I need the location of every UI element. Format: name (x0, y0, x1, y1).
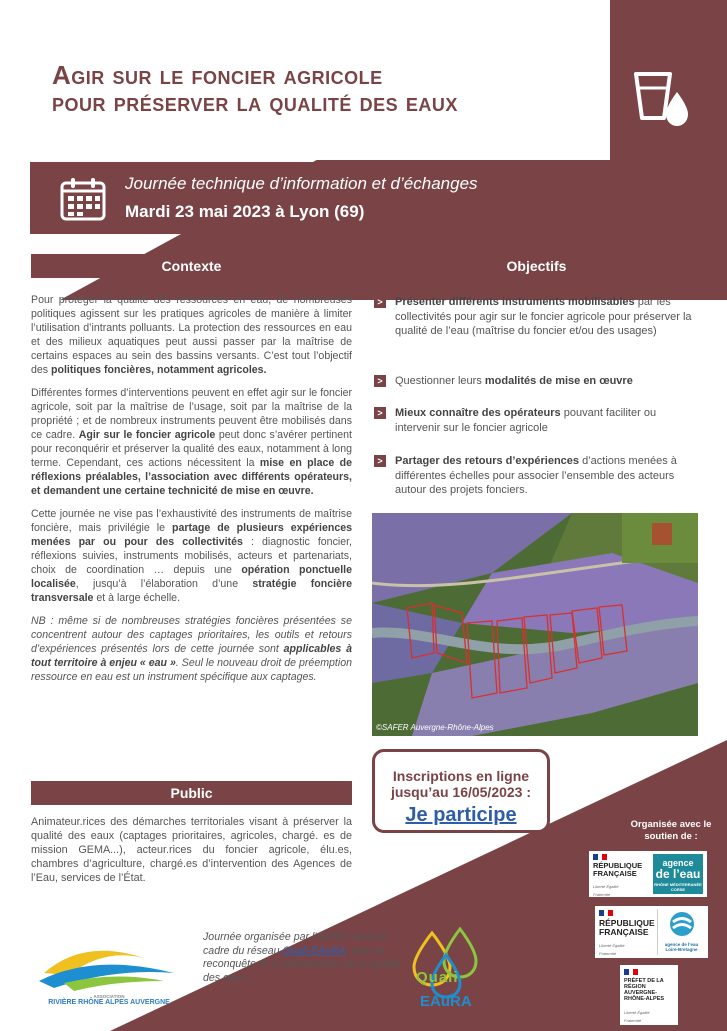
logo-rf-agence-rmc (589, 851, 707, 897)
contexte-nb: NB : même si de nombreuses stratégies foncières présentées se concentrent autour des captages prioritaires, les outils et retours d’expériences présentés lors de cette journée sont applicables à tout territoire à enjeu « eau ». Seul le nouveau droit de préemption ressource en eau est un instrument spécifique aux captages. (31, 615, 353, 683)
registration-line-1: Inscriptions en ligne (392, 768, 530, 784)
arrow-icon: > (374, 375, 386, 387)
objectifs-heading: Objectifs (374, 254, 699, 278)
contexte-text (31, 293, 352, 693)
rf-label: RÉPUBLIQUE FRANÇAISE (599, 918, 655, 937)
registration-line-2: jusqu’au 16/05/2023 : (390, 784, 532, 800)
arrow-icon: > (374, 296, 386, 308)
eaura-text: EAuRA (420, 993, 472, 1010)
quali-eaura-link[interactable]: Quali-EAuRA (282, 944, 346, 957)
logo-rf-agence-lb (595, 906, 708, 958)
objectif-item: > Mieux connaître des opérateurs pouvant faciliter ou intervenir sur le foncier agricole (374, 406, 698, 435)
prefet-label: PRÉFET DE LA RÉGION AUVERGNE-RHÔNE-ALPES (624, 978, 665, 1002)
agence-eau-lb-logo: agence de l’eau Loire-Bretagne (657, 909, 705, 955)
public-text: Animateur.rices des démarches territoriales visant à préserver la qualité des eaux (captages prioritaires, agricoles, chargé. es de mission GEMA...), acteur.rices du foncier agricole, élu.es, chambres d’agriculture, chargé.es d’intervention des Agences de l’Eau, services de l’État. (31, 816, 352, 884)
public-heading: Public (31, 781, 352, 805)
calendar-icon (58, 175, 108, 223)
page-title (52, 62, 612, 116)
rf-motto: Liberté Égalité Fraternité (593, 884, 619, 897)
title-line-2: pour préserver la qualité des eaux (52, 87, 458, 117)
photo-credit: ©SAFER Auvergne-Rhône-Alpes (376, 723, 494, 732)
registration-box (372, 749, 550, 833)
aerial-photo (372, 513, 698, 736)
association-name: ASSOCIATION RIVIÈRE RHÔNE ALPES AUVERGNE (48, 994, 170, 1006)
objectif-item: > Partager des retours d’expériences d’actions menées à différentes échelles pour associer l’ensemble des acteurs autour des projets fonciers. (374, 454, 698, 498)
quali-eaura-logo (404, 925, 494, 1020)
french-flag-icon (624, 969, 638, 975)
rf-motto: Liberté Égalité Fraternité (624, 1010, 650, 1023)
event-date: Mardi 23 mai 2023 à Lyon (69) (125, 202, 365, 221)
quali-text: Quali (416, 969, 459, 986)
contexte-paragraph-1: Pour protéger la qualité des ressources en eau, de nombreuses politiques agissent sur les pratiques agricoles de manière à limiter l’utilisation d’intrants polluants. La protection des ressources en eau et des milieux aquatiques peut aussi passer par la maîtrise de certains espaces au sein des bassins versants. C’est tout l’objectif des politiques foncières, notamment agricoles. (31, 294, 352, 376)
event-subtitle: Journée technique d’information et d’échanges (125, 174, 478, 193)
contexte-heading: Contexte (31, 254, 352, 278)
organisers-label: Organisée avec le soutien de : (630, 819, 712, 842)
rf-motto: Liberté Égalité Fraternité (599, 943, 625, 956)
footer-text: Journée organisée par l’ARRA² dans le cadre du réseau Quali-EAuRA, pour la reconquête et la préservation de la qualité des eaux. (203, 931, 401, 984)
objectif-item: > Présenter différents instruments mobilisables par les collectivités pour agir sur le foncier agricole pour préserver la qualité de l’eau (maîtrise du foncier et/ou des usages) (374, 295, 698, 339)
french-flag-icon (593, 854, 607, 860)
title-line-1: Agir sur le foncier agricole (52, 60, 383, 90)
rf-label: RÉPUBLIQUE FRANÇAISE (593, 861, 643, 878)
arrow-icon: > (374, 407, 386, 419)
logo-prefet (620, 965, 678, 1025)
event-banner (30, 162, 670, 234)
arrow-icon: > (374, 455, 386, 467)
water-glass-drop-icon (614, 44, 704, 140)
participate-link[interactable]: Je participe (405, 804, 517, 826)
french-flag-icon (599, 910, 613, 916)
objectif-item: > Questionner leurs modalités de mise en œuvre (374, 374, 698, 389)
contexte-paragraph-3: Cette journée ne vise pas l’exhaustivité des instruments de maîtrise foncière, mais privilégie le partage de plusieurs expériences menées par ou pour des collectivités : diagnostic foncier, réflexions suivies, instruments mobilisés, acteurs et partenariats, choix de coordination … depuis une opération ponctuelle localisée, jusqu’à l’élaboration d’une stratégie foncière transversale et à large échelle. (31, 508, 352, 604)
agence-eau-rmc-logo: agence de l’eau RHÔNE MÉDITERRANÉE CORSE (653, 854, 703, 894)
contexte-paragraph-2: Différentes formes d’interventions peuvent en effet agir sur le foncier agricole, soit par la maîtrise de l’usage, soit par la maîtrise de la propriété ; et de nombreux instruments peuvent être mobilisés dans ce cadre. Agir sur le foncier agricole peut donc s’avérer pertinent pour reconquérir et préserver la qualité des eaux, notamment à long terme. Cependant, ces actions nécessitent la mise en place de réflexions préalables, l’association avec différents opérateurs, et demandent une certaine technicité de mise en œuvre. (31, 387, 352, 497)
